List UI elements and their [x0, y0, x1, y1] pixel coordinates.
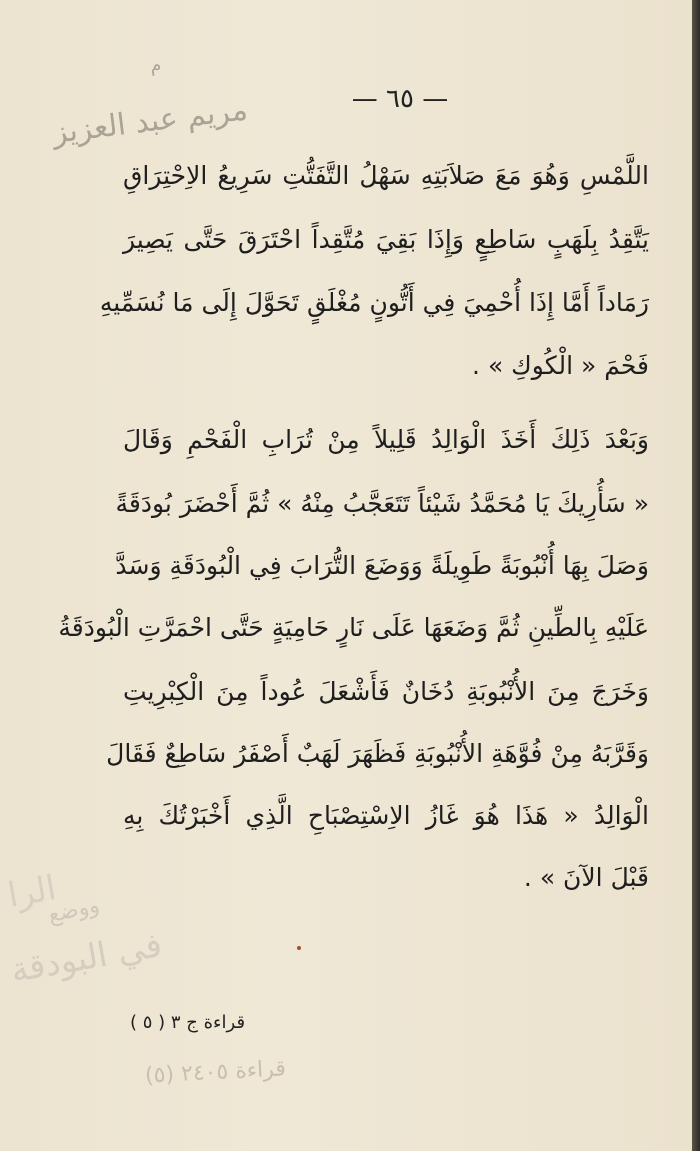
text-line-3: رَمَاداً أَمَّا إِذَا أُحْمِيَ فِي أَتُّونٍ مُغْلَقٍ تَحَوَّلَ إِلَى مَا نُسَمِّيهِ: [99, 288, 649, 317]
pencil-signature: مريم عبد العزيز: [50, 92, 250, 151]
signature-mark: قراءة ج ٣ ( ٥ ): [130, 1012, 246, 1033]
text-line-4: فَحْمَ « الْكُوكِ » .: [472, 351, 649, 380]
text-line-10: وَقَرَّبَهُ مِنْ فُوَّهَةِ الأُنْبُوبَةِ فَظَهَرَ لَهَبٌ أَصْفَرُ سَاطِعٌ فَقَالَ: [106, 739, 649, 768]
pencil-mark-top: م: [148, 54, 163, 77]
text-line-12: قَبْلَ الآنَ » .: [523, 863, 649, 892]
text-line-5: وَبَعْدَ ذَلِكَ أَخَذَ الْوَالِدُ قَلِيلاً مِنْ تُرَابِ الْفَحْمِ وَقَالَ: [123, 425, 649, 454]
pencil-margin-note-3: الرا: [4, 868, 60, 916]
page-number: — ٦٥ —: [351, 84, 449, 114]
text-line-1: اللَّمْسِ وَهُوَ مَعَ صَلاَبَتِهِ سَهْلُ التَّفَتُّتِ سَرِيعُ الاِحْتِرَاقِ: [123, 161, 649, 190]
text-line-2: يَتَّقِدُ بِلَهَبٍ سَاطِعٍ وَإِذَا بَقِيَ مُتَّقِداً احْتَرَقَ حَتَّى يَصِيرَ: [123, 225, 649, 254]
pencil-margin-note-2: في البودقة: [7, 925, 165, 991]
library-stamp: قراءة ٢٤٠٥ (٥): [144, 1056, 287, 1089]
text-line-6: « سَأُرِيكَ يَا مُحَمَّدُ شَيْئاً تَتَعَجَّبُ مِنْهُ » ثُمَّ أَحْضَرَ بُودَقَةً: [115, 489, 649, 518]
text-line-7: وَصَلَ بِهَا أُنْبُوبَةً طَوِيلَةً وَوَضَعَ التُّرَابَ فِي الْبُودَقَةِ وَسَدَّ: [115, 551, 649, 580]
book-spine: [692, 0, 700, 1151]
pencil-margin-note-1: ووضع: [45, 892, 102, 929]
text-line-8: عَلَيْهِ بِالطِّينِ ثُمَّ وَضَعَهَا عَلَى نَارٍ حَامِيَةٍ حَتَّى احْمَرَّتِ الْبُودَقَةُ: [58, 613, 649, 642]
ink-fleck: [297, 946, 301, 950]
text-line-9: وَخَرَجَ مِنَ الأُنْبُوبَةِ دُخَانٌ فَأَشْعَلَ عُوداً مِنَ الْكِبْرِيتِ: [123, 677, 649, 706]
text-line-11: الْوَالِدُ « هَذَا هُوَ غَازُ الاِسْتِصْبَاحِ الَّذِي أَخْبَرْتُكَ بِهِ: [123, 801, 649, 830]
